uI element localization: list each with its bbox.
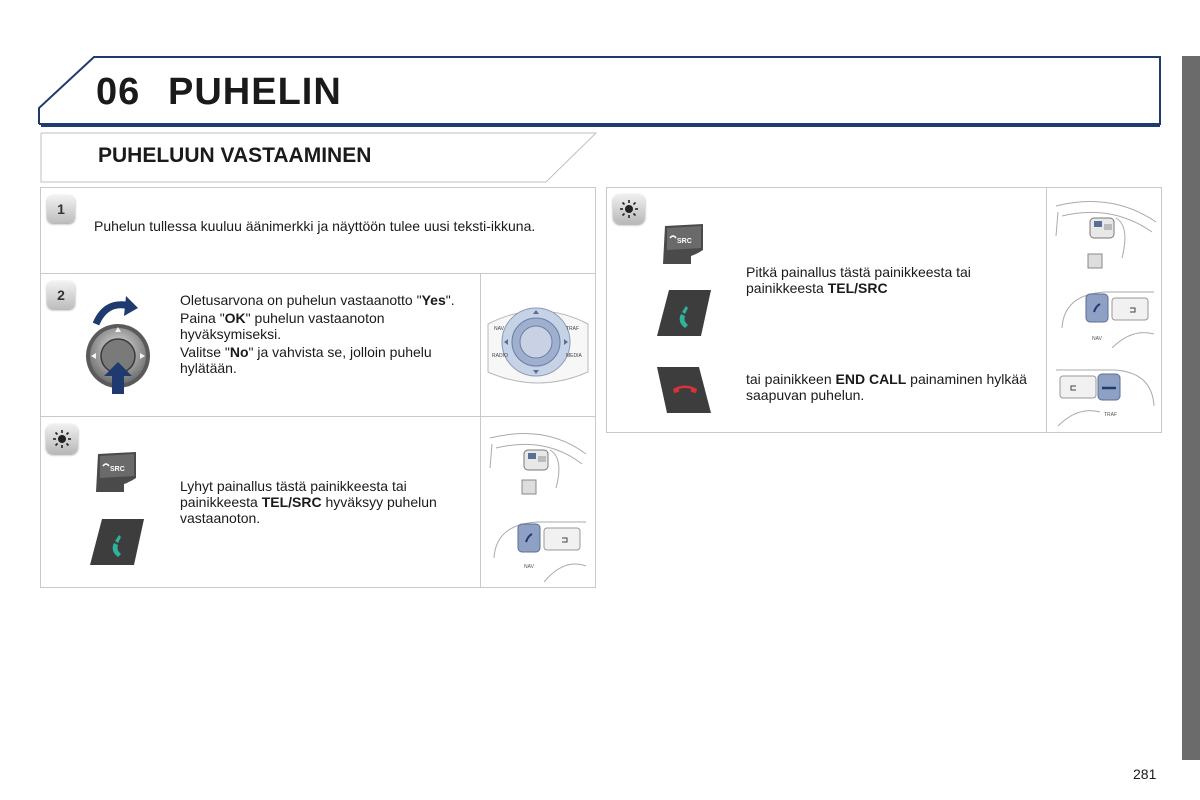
step-2-text: [180, 292, 475, 378]
tip-long-text-2: tai painikkeen END CALL painaminen hylkää saapuvan puhelun.: [746, 371, 1027, 403]
small-nav-label: NAV: [524, 564, 534, 570]
tel-src-button-icon: [661, 222, 707, 264]
tel-button-closeup-illustration: [1056, 288, 1156, 348]
step-2-badge: 2: [47, 281, 75, 309]
sun-tip-icon: [620, 200, 638, 218]
dial-label-nav: NAV: [494, 326, 504, 332]
dial-label-traf: TRAF: [566, 326, 580, 332]
step-1-badge: 1: [47, 195, 75, 223]
small-nav-label: NAV: [1092, 336, 1102, 342]
section-header: [40, 132, 598, 184]
tip-badge-short: [46, 424, 78, 454]
tip-short-text: Lyhyt painallus tästä painikkeesta tai painikkeesta TEL/SRC hyväksyy puhelun vastaanoton.: [180, 478, 437, 526]
rotary-dial-icon: [82, 296, 162, 396]
sun-tip-icon: [53, 430, 71, 448]
divider: [480, 273, 481, 588]
tip-badge-long: [613, 194, 645, 224]
divider: [40, 273, 596, 274]
tel-src-button-icon: [94, 450, 140, 492]
dial-label-radio: RADIO: [492, 353, 508, 359]
chapter-header: [38, 56, 1162, 128]
section-title: PUHELUUN VASTAAMINEN: [98, 144, 372, 167]
page-number: 281: [1133, 766, 1157, 782]
end-call-button-icon: [655, 365, 711, 415]
end-call-button-closeup-illustration: [1054, 366, 1158, 426]
steering-wheel-controls-illustration: [486, 428, 590, 502]
divider: [1046, 187, 1047, 433]
dial-label-media: MEDIA: [566, 353, 582, 359]
chapter-title: PUHELIN: [168, 71, 342, 113]
src-label: SRC: [677, 238, 692, 245]
divider: [40, 416, 596, 417]
small-traf-label: TRAF: [1104, 412, 1118, 418]
steering-wheel-controls-illustration: [1052, 196, 1160, 270]
chapter-side-strip: [1182, 56, 1200, 760]
answer-call-button-icon: [655, 288, 711, 338]
src-label: SRC: [110, 466, 125, 473]
step-2-line-2: Paina "OK" puhelun vastaanoton hyväksymiseksi.: [180, 310, 385, 342]
multimedia-dial-illustration: [484, 294, 592, 394]
answer-call-button-icon: [88, 517, 144, 567]
chapter-number: 06: [96, 71, 141, 113]
tel-button-closeup-illustration: [488, 518, 588, 582]
step-1-text: Puhelun tullessa kuuluu äänimerkki ja näyttöön tulee uusi teksti-ikkuna.: [94, 218, 536, 234]
tip-long-text-1: Pitkä painallus tästä painikkeesta tai painikkeesta TEL/SRC: [746, 264, 971, 296]
step-2-line-3: Valitse "No" ja vahvista se, jolloin puhelu hylätään.: [180, 344, 432, 376]
step-2-line-1: Oletusarvona on puhelun vastaanotto "Yes".: [180, 292, 455, 308]
